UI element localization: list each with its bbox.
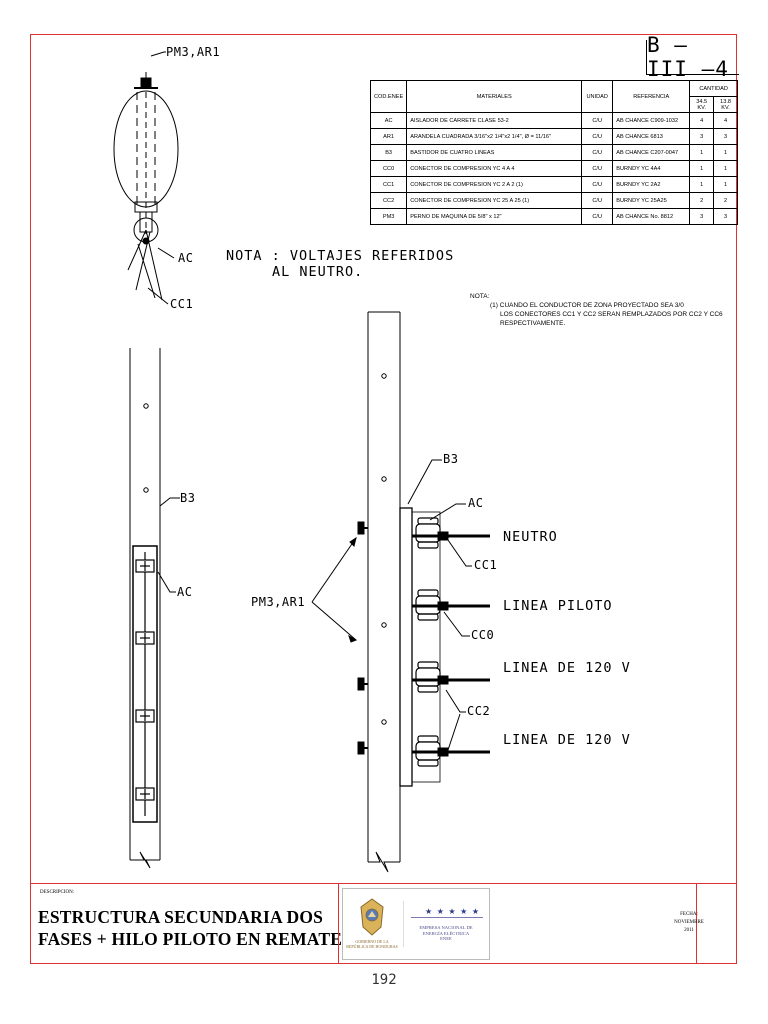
label-b3-right: B3 — [443, 452, 459, 466]
header-materials: MATERIALES — [407, 81, 582, 113]
cell-code: B3 — [371, 145, 407, 161]
bolt-head — [141, 78, 151, 88]
footnote — [470, 292, 723, 328]
cell-code: AC — [371, 113, 407, 129]
cell-unit: C/U — [582, 145, 613, 161]
cell-unit: C/U — [582, 129, 613, 145]
drawing-title-line2: FASES + HILO PILOTO EN REMATE — [38, 929, 343, 949]
cell-q2: 2 — [714, 193, 738, 209]
label-cc0-right: CC0 — [471, 628, 495, 642]
cell-material: CONECTOR DE COMPRESION YC 4 A 4 — [407, 161, 582, 177]
cell-unit: C/U — [582, 161, 613, 177]
footnote-line1: (1) CUANDO EL CONDUCTOR DE ZONA PROYECTADO SEA 3/0 — [490, 302, 684, 309]
label-ac-right: AC — [468, 496, 484, 510]
drawing-title-line1: ESTRUCTURA SECUNDARIA DOS — [38, 907, 324, 927]
insulator-set — [416, 518, 440, 766]
cell-code: CC0 — [371, 161, 407, 177]
cell-material: BASTIDOR DE CUATRO LINEAS — [407, 145, 582, 161]
cell-q2: 1 — [714, 177, 738, 193]
cell-q1: 1 — [690, 161, 714, 177]
cell-ref: BURNDY YC 4A4 — [613, 161, 690, 177]
cell-q1: 2 — [690, 193, 714, 209]
spool-insulator-detail — [114, 91, 178, 207]
title-block — [30, 883, 737, 964]
cell-unit: C/U — [582, 113, 613, 129]
label-cc2-right: CC2 — [467, 704, 491, 718]
cell-unit: C/U — [582, 193, 613, 209]
voltage-note-line2: AL NEUTRO. — [272, 264, 364, 280]
cell-ref: BURNDY YC 25A25 — [613, 193, 690, 209]
cell-material: ARANDELA CUADRADA 3/16"x2 1/4"x2 1/4", Ø = 11/16" — [407, 129, 582, 145]
header-kv2: 13.8 KV. — [714, 97, 738, 113]
cell-code: CC2 — [371, 193, 407, 209]
sheet-code: B – III –4 — [646, 40, 739, 75]
footnote-line2: LOS CONECTORES CC1 Y CC2 SERAN REMPLAZADOS POR CC2 Y CC6 — [500, 311, 723, 318]
cell-material: AISLADOR DE CARRETE CLASE 53-2 — [407, 113, 582, 129]
cell-q1: 4 — [690, 113, 714, 129]
cell-ref: AB CHANCE C909-1032 — [613, 113, 690, 129]
cell-unit: C/U — [582, 177, 613, 193]
cell-q1: 3 — [690, 129, 714, 145]
cell-material: CONECTOR DE COMPRESION YC 25 A 25 (1) — [407, 193, 582, 209]
enee-text — [405, 925, 487, 942]
cell-q1: 3 — [690, 209, 714, 225]
logo-divider — [403, 901, 404, 947]
label-b3-left: B3 — [180, 491, 196, 505]
description-label: DESCRIPCION: — [40, 890, 75, 895]
page-number: 192 — [371, 972, 397, 988]
cell-q2: 1 — [714, 145, 738, 161]
header-quantity: CANTIDAD — [690, 81, 738, 97]
gov-line1: GOBIERNO DE LA — [355, 939, 389, 944]
voltage-note-line1: NOTA : VOLTAJES REFERIDOS — [226, 248, 455, 264]
cell-code: PM3 — [371, 209, 407, 225]
gov-text — [346, 939, 398, 949]
header-reference: REFERENCIA — [613, 81, 690, 113]
cell-code: CC1 — [371, 177, 407, 193]
cell-q1: 1 — [690, 177, 714, 193]
logo-box — [342, 888, 490, 960]
date-label: FECHA: — [680, 912, 698, 917]
label-linea-120-b: LINEA DE 120 V — [503, 732, 631, 748]
cell-ref: AB CHANCE C207-0047 — [613, 145, 690, 161]
cell-material: CONECTOR DE COMPRESION YC 2 A 2 (1) — [407, 177, 582, 193]
enee-line1: EMPRESA NACIONAL DE — [419, 925, 473, 930]
enee-line3: ENEE — [440, 936, 452, 942]
drawing-title — [38, 906, 342, 950]
label-cc1-top: CC1 — [170, 297, 194, 311]
cell-ref: BURNDY YC 2A2 — [613, 177, 690, 193]
cell-q2: 3 — [714, 209, 738, 225]
date-year: 2011 — [684, 928, 694, 933]
label-ac-left: AC — [177, 585, 193, 599]
gov-line2: REPÚBLICA DE HONDURAS — [346, 944, 398, 949]
cell-code: AR1 — [371, 129, 407, 145]
label-cc1-right: CC1 — [474, 558, 498, 572]
cell-q2: 3 — [714, 129, 738, 145]
cell-ref: AB CHANCE 6813 — [613, 129, 690, 145]
date-month: NOVIEMBRE — [674, 920, 704, 925]
enee-line2: ENERGÍA ELÉCTRICA — [422, 930, 470, 936]
header-unit: UNIDAD — [582, 81, 613, 113]
label-linea-120-a: LINEA DE 120 V — [503, 660, 631, 676]
title-separator-1 — [338, 884, 339, 964]
label-pm3-top: PM3,AR1 — [166, 45, 221, 59]
cell-q2: 4 — [714, 113, 738, 129]
cell-q2: 1 — [714, 161, 738, 177]
enee-rule — [411, 917, 483, 918]
label-ac-top: AC — [178, 251, 194, 265]
cell-ref: AB CHANCE No. 8812 — [613, 209, 690, 225]
star-icons: ★ ★ ★ ★ ★ — [425, 907, 481, 916]
honduras-coat-of-arms-icon — [357, 897, 387, 937]
cell-unit: C/U — [582, 209, 613, 225]
header-code: COD.ENEE — [371, 81, 407, 113]
cell-q1: 1 — [690, 145, 714, 161]
date-block — [666, 911, 712, 935]
footnote-title: NOTA: — [470, 293, 490, 300]
footnote-line3: RESPECTIVAMENTE. — [500, 320, 566, 327]
rack-b3-front — [400, 508, 412, 786]
label-neutro: NEUTRO — [503, 529, 558, 545]
label-pm3-mid: PM3,AR1 — [251, 595, 306, 609]
header-kv1: 34.5 KV. — [690, 97, 714, 113]
cell-material: PERNO DE MAQUINA DE 5/8" x 12" — [407, 209, 582, 225]
label-linea-piloto: LINEA PILOTO — [503, 598, 613, 614]
